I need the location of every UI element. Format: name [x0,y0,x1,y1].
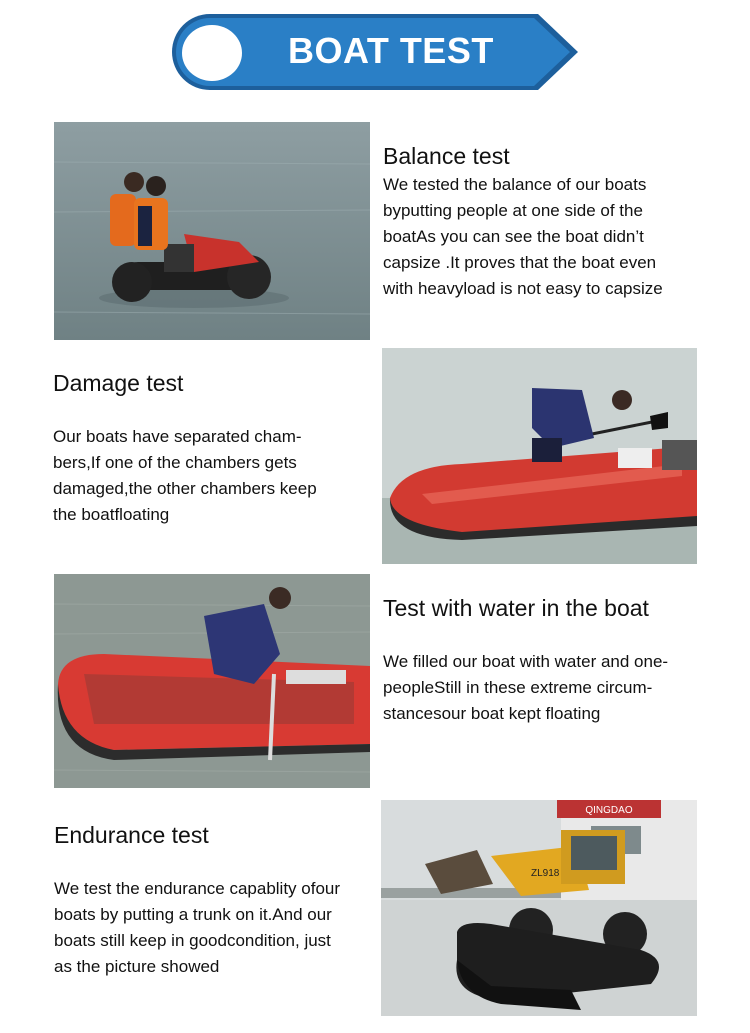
balance-test-line: capsize .It proves that the boat even [383,253,657,272]
endurance-test-line: as the picture showed [54,957,220,976]
balance-test-line: boatAs you can see the boat didn’t [383,227,644,246]
damage-test-line: bers,If one of the chambers gets [53,453,297,472]
damage-test-title: Damage test [53,370,184,396]
water-test-description [383,649,668,727]
balance-test-photo [54,122,370,340]
endurance-test-title: Endurance test [54,822,209,848]
damage-test-line: damaged,the other chambers keep [53,479,317,498]
page-title: BOAT TEST [288,30,494,71]
balance-test-line: byputting people at one side of the [383,201,643,220]
endurance-test-line: boats still keep in goodcondition, just [54,931,331,950]
damage-test-description [53,424,317,528]
balance-test-description [383,172,663,302]
title-banner [170,12,580,92]
endurance-test-line: We test the endurance capablity ofour [54,879,341,898]
water-test-photo [54,574,370,788]
water-test-line: peopleStill in these extreme circum- [383,678,653,697]
damage-test-line: Our boats have separated cham- [53,427,302,446]
photo-vehicle-label: ZL918 [531,868,560,879]
banner-circle-icon [182,25,242,81]
balance-test-line: with heavyload is not easy to capsize [383,279,663,298]
endurance-test-description [54,876,340,980]
water-test-line: We filled our boat with water and one- [383,652,669,671]
damage-test-photo [382,348,697,564]
balance-test-line: We tested the balance of our boats [383,175,647,194]
endurance-test-photo [381,800,697,1016]
water-test-title: Test with water in the boat [383,595,649,621]
damage-test-line: the boatfloating [53,505,170,524]
balance-test-title: Balance test [383,143,510,169]
photo-sign: QINGDAO [585,805,633,816]
water-test-line: stancesour boat kept floating [383,704,601,723]
endurance-test-line: boats by putting a trunk on it.And our [54,905,332,924]
